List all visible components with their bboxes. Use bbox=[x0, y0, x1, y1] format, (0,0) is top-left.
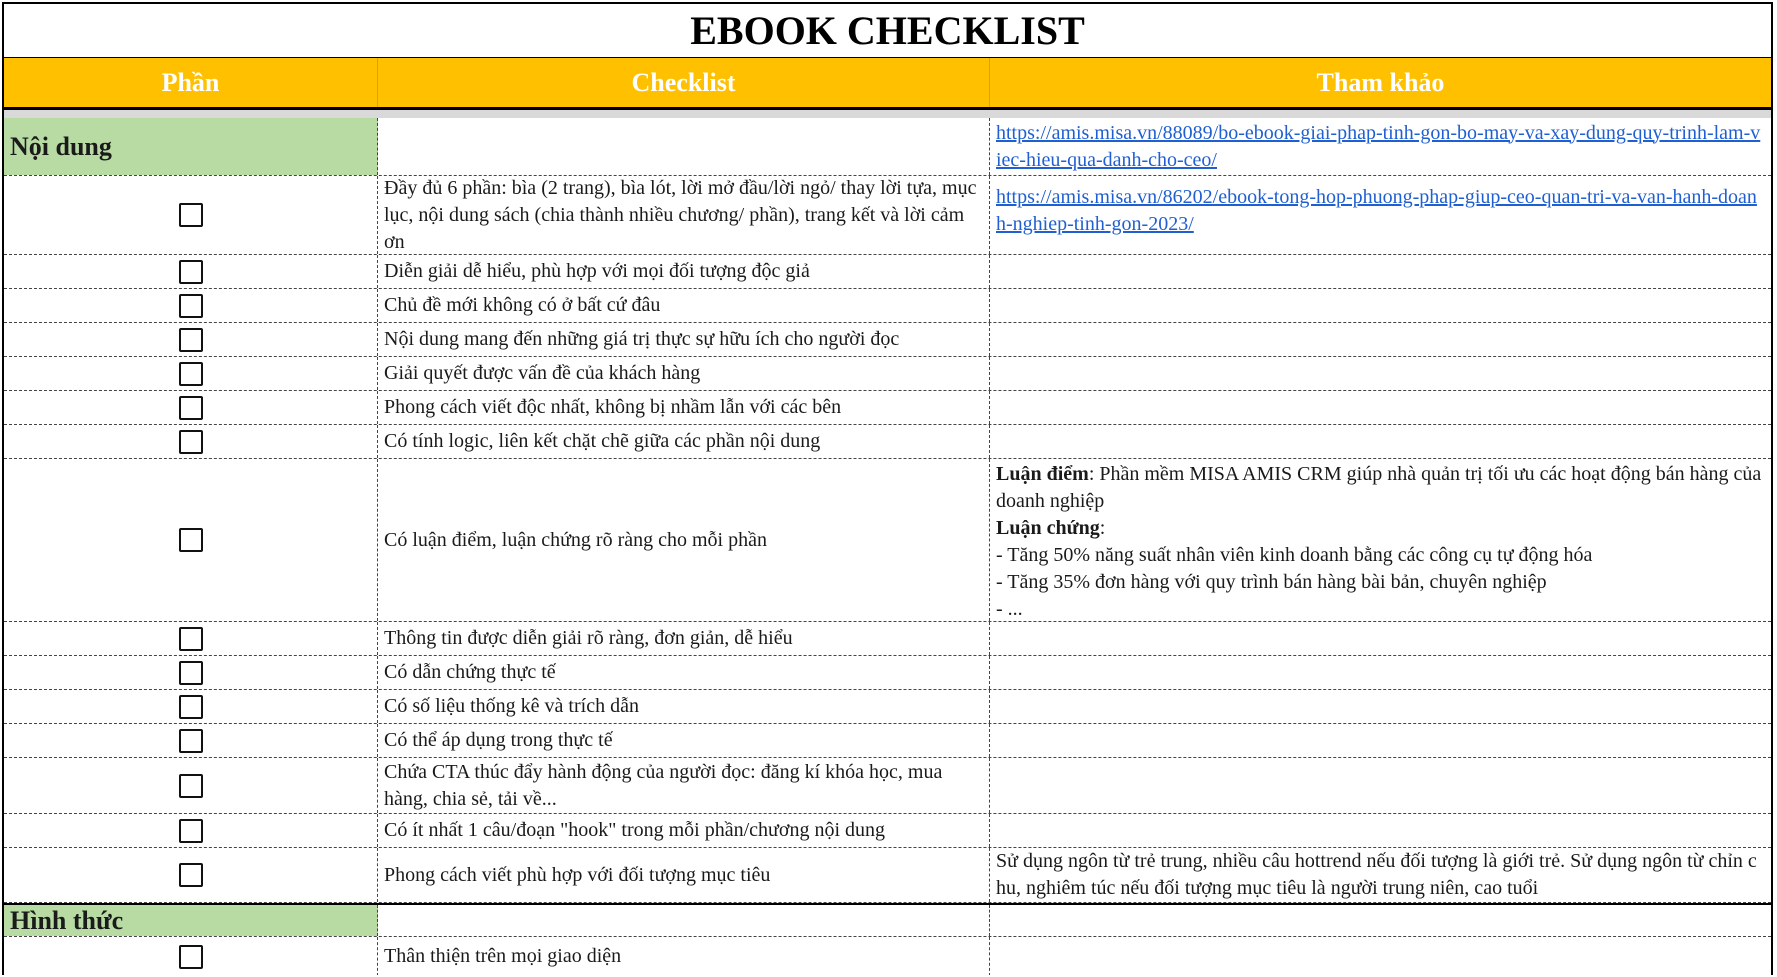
thesis-text: : Phần mềm MISA AMIS CRM giúp nhà quản trị tối ưu các hoạt động bán hàng của doanh nghiệp bbox=[996, 463, 1762, 512]
checkbox[interactable] bbox=[179, 294, 203, 318]
header-reference[interactable]: Tham khảo bbox=[1316, 67, 1445, 97]
checkbox[interactable] bbox=[179, 328, 203, 352]
reference-cell[interactable] bbox=[990, 323, 1771, 356]
checkbox-cell bbox=[4, 255, 378, 288]
checkbox-cell bbox=[4, 391, 378, 424]
reference-cell[interactable] bbox=[990, 459, 1771, 621]
reference-cell[interactable] bbox=[990, 289, 1771, 322]
reference-cell[interactable] bbox=[990, 724, 1771, 757]
checkbox[interactable] bbox=[179, 945, 203, 969]
reference-link[interactable]: https://amis.misa.vn/88089/bo-ebook-giai-phap-tinh-gon-bo-may-va-xay-dung-quy-trinh-lam-viec-hieu-qua-danh-cho-ceo/ bbox=[996, 121, 1761, 171]
reference-link[interactable]: https://amis.misa.vn/86202/ebook-tong-hop-phuong-phap-giup-ceo-quan-tri-va-van-hanh-doanh-nghiep-tinh-gon-2023/ bbox=[996, 186, 1757, 235]
evidence-item: - ... bbox=[996, 598, 1023, 620]
spreadsheet bbox=[2, 2, 1773, 975]
header-checklist[interactable]: Checklist bbox=[378, 58, 990, 107]
section-row-content bbox=[4, 118, 1771, 176]
empty-cell[interactable] bbox=[378, 118, 990, 175]
checklist-item[interactable]: Diễn giải dễ hiểu, phù hợp với mọi đối tượng độc giả bbox=[378, 255, 990, 288]
checkbox-cell bbox=[4, 848, 378, 902]
table-row bbox=[4, 255, 1771, 289]
reference-cell[interactable] bbox=[990, 814, 1771, 847]
table-row bbox=[4, 724, 1771, 758]
checklist-item[interactable]: Thông tin được diễn giải rõ ràng, đơn giản, dễ hiểu bbox=[378, 622, 990, 655]
checklist-item[interactable]: Giải quyết được vấn đề của khách hàng bbox=[378, 357, 990, 390]
table-row bbox=[4, 814, 1771, 848]
reference-cell[interactable] bbox=[990, 905, 1771, 936]
table-row bbox=[4, 176, 1771, 255]
checkbox[interactable] bbox=[179, 396, 203, 420]
checklist-item[interactable]: Có thể áp dụng trong thực tế bbox=[378, 724, 990, 757]
checklist-item[interactable]: Có ít nhất 1 câu/đoạn "hook" trong mỗi phần/chương nội dung bbox=[378, 814, 990, 847]
checklist-item[interactable]: Có luận điểm, luận chứng rõ ràng cho mỗi phần bbox=[378, 459, 990, 621]
checkbox[interactable] bbox=[179, 819, 203, 843]
reference-cell[interactable] bbox=[990, 656, 1771, 689]
checkbox-cell bbox=[4, 289, 378, 322]
checkbox[interactable] bbox=[179, 729, 203, 753]
page-title: EBOOK CHECKLIST bbox=[4, 4, 1771, 58]
evidence-item: - Tăng 50% năng suất nhân viên kinh doanh bằng các công cụ tự động hóa bbox=[996, 544, 1593, 566]
table-row bbox=[4, 622, 1771, 656]
checkbox[interactable] bbox=[179, 528, 203, 552]
checkbox-cell bbox=[4, 690, 378, 723]
reference-cell[interactable] bbox=[990, 758, 1771, 813]
checklist-item[interactable]: Nội dung mang đến những giá trị thực sự hữu ích cho người đọc bbox=[378, 323, 990, 356]
evidence-label: Luận chứng bbox=[996, 517, 1100, 539]
table-row bbox=[4, 425, 1771, 459]
reference-cell[interactable]: Sử dụng ngôn từ trẻ trung, nhiều câu hottrend nếu đối tượng là giới trẻ. Sử dụng ngôn từ chỉn chu, nghiêm túc nếu đối tượng mục tiêu là người trung niên, cao tuổi bbox=[996, 850, 1757, 899]
checkbox[interactable] bbox=[179, 430, 203, 454]
checkbox[interactable] bbox=[179, 863, 203, 887]
thesis-line bbox=[996, 461, 1765, 515]
reference-cell[interactable] bbox=[990, 425, 1771, 458]
reference-cell[interactable] bbox=[990, 255, 1771, 288]
checkbox-cell bbox=[4, 937, 378, 975]
thesis-label: Luận điểm bbox=[996, 463, 1089, 485]
checkbox-cell bbox=[4, 758, 378, 813]
reference-cell[interactable] bbox=[990, 357, 1771, 390]
checkbox[interactable] bbox=[179, 203, 203, 227]
reference-cell[interactable] bbox=[990, 118, 1771, 175]
table-row bbox=[4, 690, 1771, 724]
reference-cell[interactable] bbox=[990, 176, 1771, 254]
checklist-item[interactable]: Chủ đề mới không có ở bất cứ đâu bbox=[378, 289, 990, 322]
checklist-item[interactable]: Thân thiện trên mọi giao diện bbox=[378, 937, 990, 975]
table-row bbox=[4, 848, 1771, 903]
checkbox[interactable] bbox=[179, 260, 203, 284]
checkbox-cell bbox=[4, 323, 378, 356]
checkbox-cell bbox=[4, 459, 378, 621]
checkbox-cell bbox=[4, 724, 378, 757]
checkbox-cell bbox=[4, 357, 378, 390]
checkbox[interactable] bbox=[179, 695, 203, 719]
checkbox[interactable] bbox=[179, 774, 203, 798]
checklist-item[interactable]: Phong cách viết phù hợp với đối tượng mục tiêu bbox=[378, 848, 990, 902]
table-row bbox=[4, 758, 1771, 814]
reference-cell[interactable] bbox=[990, 937, 1771, 975]
checkbox[interactable] bbox=[179, 661, 203, 685]
checklist-item[interactable]: Có dẫn chứng thực tế bbox=[378, 656, 990, 689]
evidence-item: - Tăng 35% đơn hàng với quy trình bán hàng bài bản, chuyên nghiệp bbox=[996, 571, 1547, 593]
checkbox[interactable] bbox=[179, 362, 203, 386]
table-row bbox=[4, 289, 1771, 323]
table-row bbox=[4, 357, 1771, 391]
header-row bbox=[4, 58, 1771, 110]
checkbox-cell bbox=[4, 814, 378, 847]
checkbox-cell bbox=[4, 176, 378, 254]
checklist-item[interactable]: Đầy đủ 6 phần: bìa (2 trang), bìa lót, lời mở đầu/lời ngỏ/ thay lời tựa, mục lục, nội dung sách (chia thành nhiều chương/ phần), trang kết và lời cảm ơn bbox=[378, 176, 990, 254]
checklist-item[interactable]: Chứa CTA thúc đẩy hành động của người đọc: đăng kí khóa học, mua hàng, chia sẻ, tải về... bbox=[378, 758, 990, 813]
table-row bbox=[4, 656, 1771, 690]
reference-cell[interactable] bbox=[990, 391, 1771, 424]
checkbox[interactable] bbox=[179, 627, 203, 651]
reference-cell[interactable] bbox=[990, 622, 1771, 655]
table-row bbox=[4, 459, 1771, 622]
spacer-row bbox=[4, 110, 1771, 118]
table-row bbox=[4, 937, 1771, 975]
section-row-form bbox=[4, 903, 1771, 937]
evidence-colon: : bbox=[1099, 517, 1106, 539]
checklist-item[interactable]: Phong cách viết độc nhất, không bị nhầm lẫn với các bên bbox=[378, 391, 990, 424]
checkbox-cell bbox=[4, 425, 378, 458]
checklist-item[interactable]: Có số liệu thống kê và trích dẫn bbox=[378, 690, 990, 723]
evidence-line bbox=[996, 515, 1765, 542]
reference-cell[interactable] bbox=[990, 690, 1771, 723]
checkbox-cell bbox=[4, 656, 378, 689]
header-part[interactable]: Phần bbox=[4, 58, 378, 107]
table-row bbox=[4, 391, 1771, 425]
section-label[interactable]: Hình thức bbox=[4, 905, 378, 936]
empty-cell[interactable] bbox=[378, 905, 990, 936]
table-row bbox=[4, 323, 1771, 357]
checkbox-cell bbox=[4, 622, 378, 655]
checklist-item[interactable]: Có tính logic, liên kết chặt chẽ giữa các phần nội dung bbox=[378, 425, 990, 458]
section-label[interactable]: Nội dung bbox=[4, 118, 378, 175]
